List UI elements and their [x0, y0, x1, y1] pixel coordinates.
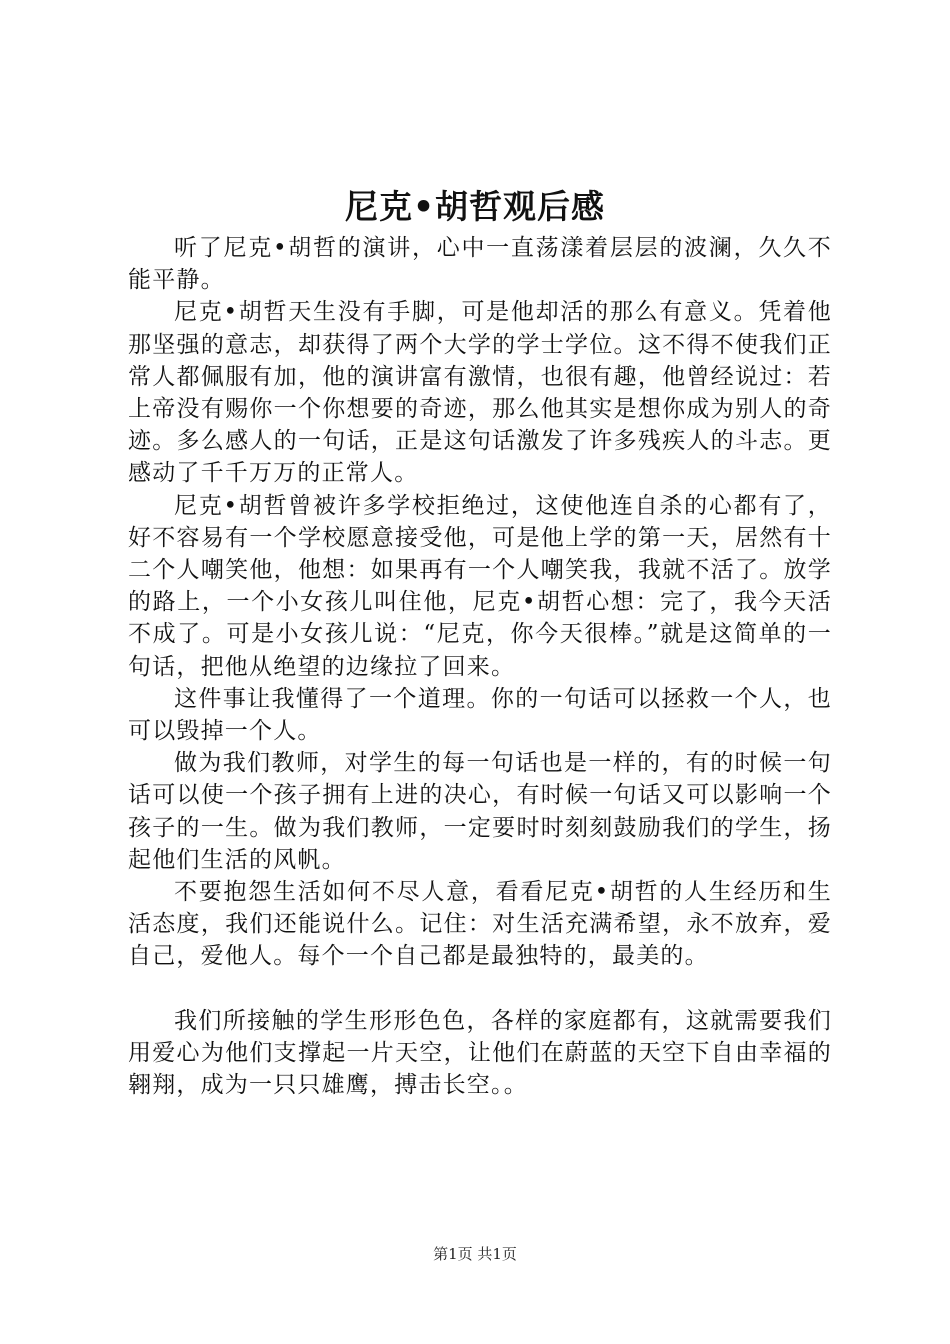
paragraph: 听了尼克•胡哲的演讲，心中一直荡漾着层层的波澜，久久不能平静。 — [128, 235, 832, 294]
paragraph: 尼克•胡哲曾被许多学校拒绝过，这使他连自杀的心都有了，好不容易有一个学校愿意接受他，可是他上学的第一天，居然有十二个人嘲笑他，他想：如果再有一个人嘲笑我，我就不活了。放学的路上，一个小女孩儿叫住他，尼克•胡哲心想：完了，我今天活不成了。可是小女孩儿说：“尼克，你今天很棒。”就是这简单的一句话，把他从绝望的边缘拉了回来。 — [128, 492, 832, 680]
document-title: 尼克•胡哲观后感 — [344, 187, 606, 226]
paragraph: 这件事让我懂得了一个道理。你的一句话可以拯救一个人，也可以毁掉一个人。 — [128, 685, 832, 745]
document-body — [128, 232, 832, 1101]
paragraph: 尼克•胡哲天生没有手脚，可是他却活的那么有意义。凭着他那坚强的意志，却获得了两个大学的学士学位。这不得不使我们正常人都佩服有加，他的演讲富有激情，也很有趣，他曾经说过：若上帝没有赐你一个你想要的奇迹，那么他其实是想你成为别人的奇迹。多么感人的一句话，正是这句话激发了许多残疾人的斗志。更感动了千千万万的正常人。 — [128, 299, 832, 487]
paragraph: 我们所接触的学生形形色色，各样的家庭都有，这就需要我们用爱心为他们支撑起一片天空，让他们在蔚蓝的天空下自由幸福的翱翔，成为一只只雄鹰，搏击长空。。 — [128, 1007, 832, 1099]
page-footer: 第1页 共1页 — [433, 1245, 517, 1263]
paragraph: 做为我们教师，对学生的每一句话也是一样的，有的时候一句话可以使一个孩子拥有上进的决心，有时候一句话又可以影响一个孩子的一生。做为我们教师，一定要时时刻刻鼓励我们的学生，扬起他们生活的风帆。 — [128, 750, 832, 873]
paragraph: 不要抱怨生活如何不尽人意，看看尼克•胡哲的人生经历和生活态度，我们还能说什么。记住：对生活充满希望，永不放弃，爱自己，爱他人。每个一个自己都是最独特的，最美的。 — [128, 879, 832, 970]
